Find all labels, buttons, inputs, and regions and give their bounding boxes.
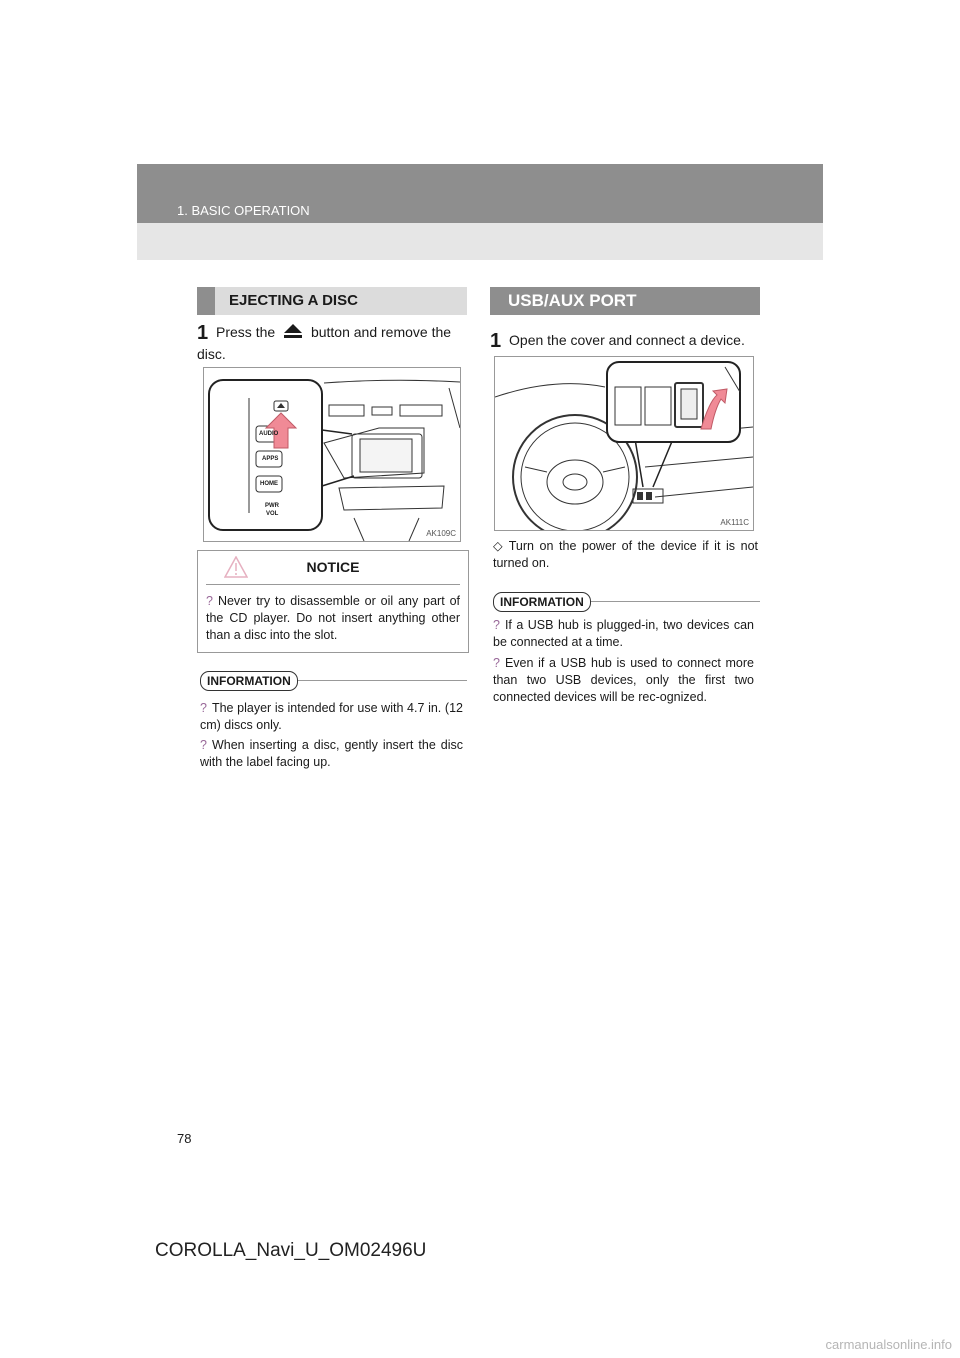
eject-figure xyxy=(203,367,461,542)
notice-title: NOTICE xyxy=(306,559,360,575)
information-badge: INFORMATION xyxy=(200,671,298,691)
bullet-mark: ? xyxy=(200,738,207,752)
info-item xyxy=(200,700,463,734)
step-eject xyxy=(197,322,467,365)
button-label-home: HOME xyxy=(260,481,278,487)
power-bullet-text: Turn on the power of the device if it is not turned on. xyxy=(493,539,758,570)
button-label-apps: APPS xyxy=(262,456,279,462)
document-code: COROLLA_Navi_U_OM02496U xyxy=(155,1240,427,1261)
usb-figure xyxy=(494,356,754,531)
notice-item-text: Never try to disassemble or oil any part of the CD player. Do not insert anything other than a disc into the slot. xyxy=(206,594,460,642)
button-label-pwr: PWR xyxy=(265,503,279,509)
watermark: carmanualsonline.info xyxy=(825,1337,952,1352)
notice-box xyxy=(197,550,469,653)
step-connect xyxy=(490,330,765,352)
diamond-icon: ◇ xyxy=(493,539,505,553)
figure-code: AK111C xyxy=(720,518,749,527)
notice-item xyxy=(206,593,460,644)
bullet-mark: ? xyxy=(493,656,500,670)
figure-code: AK109C xyxy=(426,529,456,538)
heading-text: USB/AUX PORT xyxy=(508,291,637,310)
information-badge: INFORMATION xyxy=(493,592,591,612)
dashboard-illustration xyxy=(204,368,460,541)
page-number: 78 xyxy=(177,1131,192,1146)
info-item-text: Even if a USB hub is used to connect more than two USB devices, only the first two connected devices will be rec-ognized. xyxy=(493,656,754,704)
bullet-mark: ? xyxy=(200,701,207,715)
info-item xyxy=(493,617,754,651)
info-item-text: If a USB hub is plugged-in, two devices can be connected at a time. xyxy=(493,618,754,649)
bullet-mark: ? xyxy=(493,618,500,632)
steering-illustration xyxy=(495,357,753,530)
button-label-vol: VOL xyxy=(266,511,279,517)
notice-divider xyxy=(206,584,460,585)
step-text: Open the cover and connect a device. xyxy=(509,332,745,348)
ejecting-disc-heading xyxy=(197,287,467,315)
eject-icon xyxy=(283,323,303,339)
heading-tab xyxy=(197,287,215,315)
button-label-audio: AUDIO xyxy=(259,431,279,437)
step-text-before: Press the xyxy=(216,324,276,340)
step-number: 1 xyxy=(197,322,209,344)
heading-text: EJECTING A DISC xyxy=(229,292,358,309)
section-title: 1. BASIC OPERATION xyxy=(177,203,310,218)
header-subband xyxy=(137,223,823,260)
bullet-mark: ? xyxy=(206,594,213,608)
info-item-text: The player is intended for use with 4.7 in. (12 cm) discs only. xyxy=(200,701,463,732)
step-number: 1 xyxy=(490,330,502,352)
info-item xyxy=(493,655,754,706)
usb-aux-heading xyxy=(490,287,760,315)
info-item-text: When inserting a disc, gently insert the disc with the label facing up. xyxy=(200,738,463,769)
step-text-after: button and remove the disc. xyxy=(197,324,452,362)
info-item xyxy=(200,737,463,771)
power-bullet xyxy=(493,538,758,572)
